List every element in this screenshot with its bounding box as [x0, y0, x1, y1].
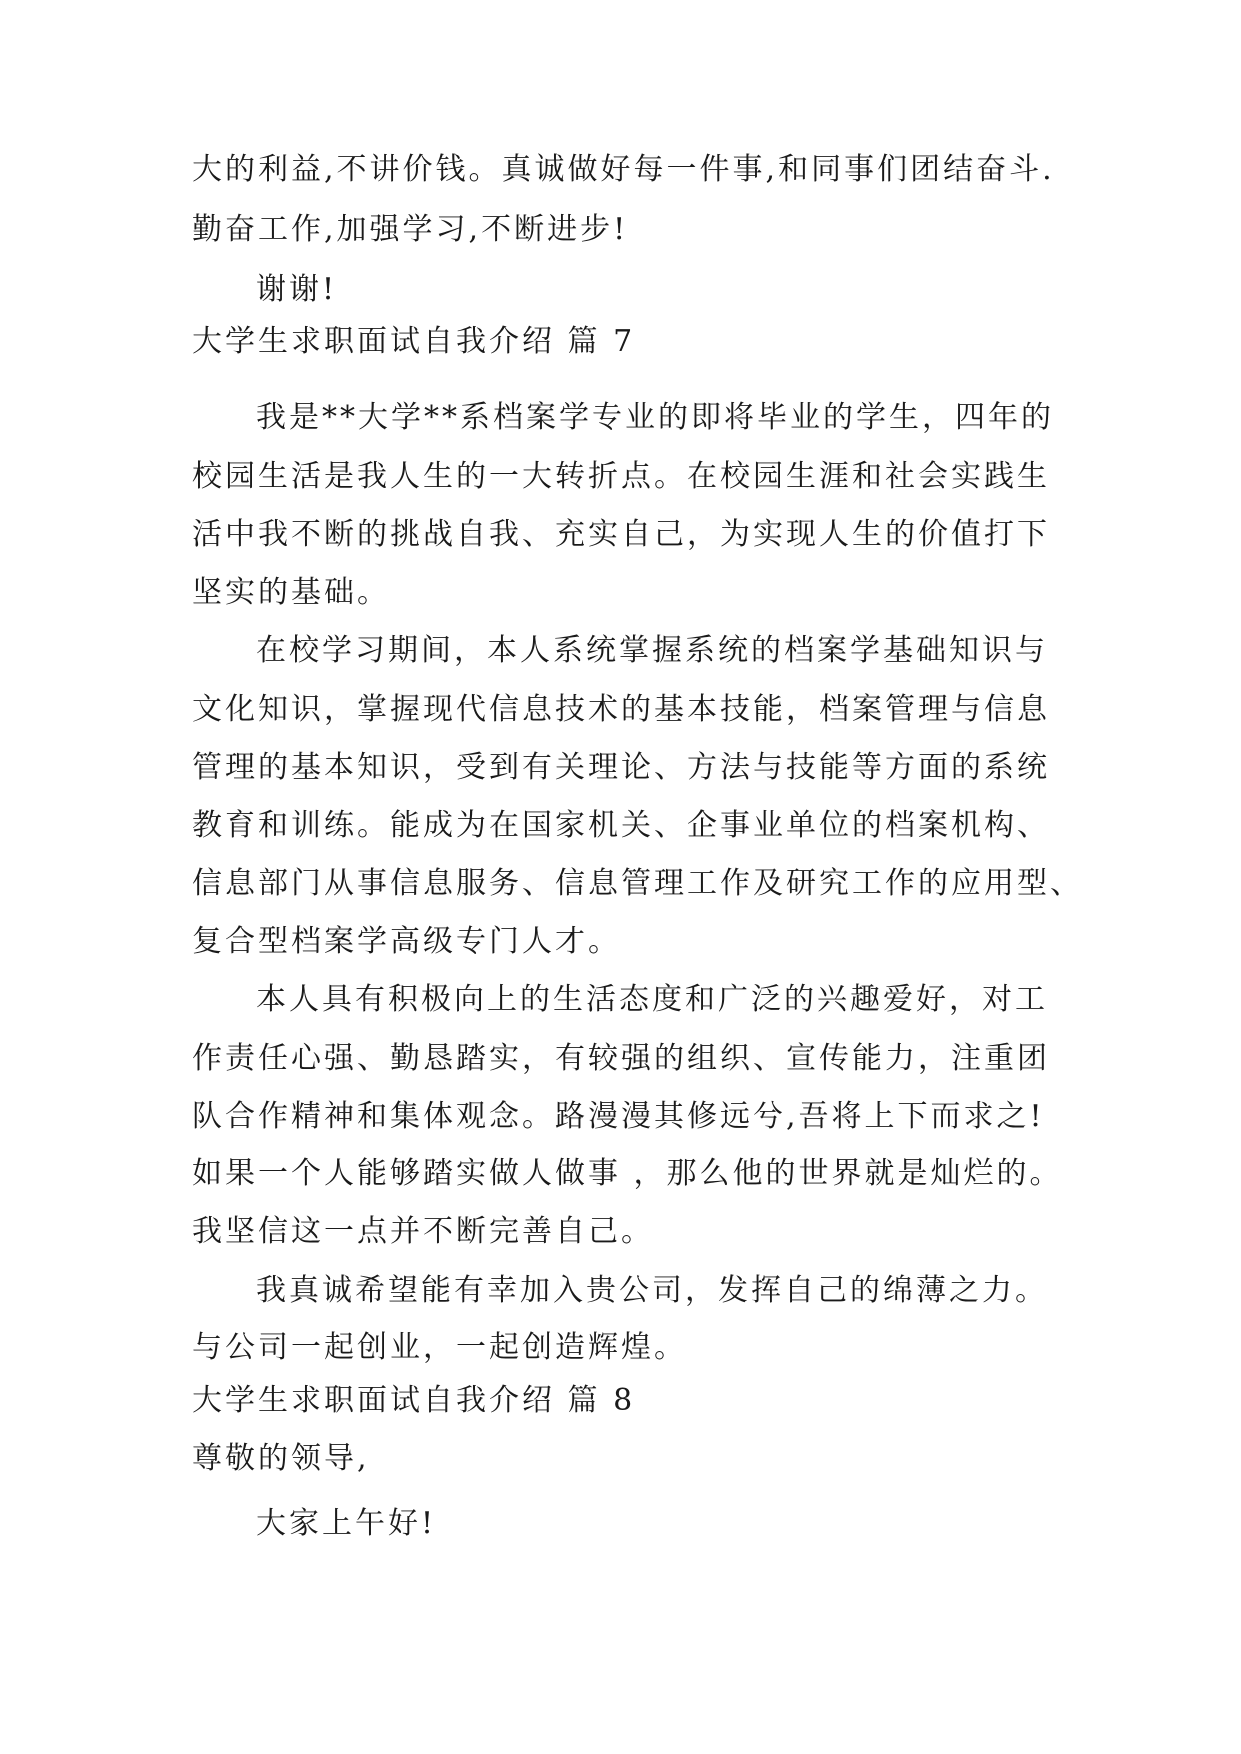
text-line: 大家上午好!	[256, 1506, 437, 1541]
text-line: 信息部门从事信息服务、信息管理工作及研究工作的应用型、	[192, 866, 1083, 901]
text-line: 本人具有积极向上的生活态度和广泛的兴趣爱好，对工	[256, 982, 1048, 1017]
text-line: 勤奋工作,加强学习,不断进步!	[192, 212, 629, 247]
text-line: 尊敬的领导,	[192, 1441, 370, 1476]
text-line: 如果一个人能够踏实做人做事 ，那么他的世界就是灿烂的。	[192, 1156, 1063, 1191]
text-line: 坚实的基础。	[192, 575, 390, 610]
text-line: 队合作精神和集体观念。路漫漫其修远兮,吾将上下而求之!	[192, 1099, 1045, 1134]
text-line: 教育和训练。能成为在国家机关、企事业单位的档案机构、	[192, 808, 1050, 843]
text-line: 我真诚希望能有幸加入贵公司，发挥自己的绵薄之力。	[256, 1273, 1048, 1308]
text-line: 作责任心强、勤恳踏实，有较强的组织、宣传能力，注重团	[192, 1041, 1050, 1076]
section-heading: 大学生求职面试自我介绍 篇 8	[192, 1383, 636, 1418]
text-line: 管理的基本知识，受到有关理论、方法与技能等方面的系统	[192, 750, 1050, 785]
text-line: 大的利益,不讲价钱。真诚做好每一件事,和同事们团结奋斗.	[192, 152, 1055, 187]
text-line: 文化知识，掌握现代信息技术的基本技能，档案管理与信息	[192, 692, 1050, 727]
text-line: 与公司一起创业，一起创造辉煌。	[192, 1330, 687, 1365]
text-line: 在校学习期间，本人系统掌握系统的档案学基础知识与	[256, 633, 1048, 668]
text-line: 我坚信这一点并不断完善自己。	[192, 1214, 654, 1249]
text-line: 我是**大学**系档案学专业的即将毕业的学生，四年的	[256, 400, 1054, 435]
text-line: 谢谢!	[256, 272, 338, 307]
text-line: 校园生活是我人生的一大转折点。在校园生涯和社会实践生	[192, 459, 1050, 494]
section-heading: 大学生求职面试自我介绍 篇 7	[192, 324, 636, 359]
text-line: 复合型档案学高级专门人才。	[192, 924, 621, 959]
text-line: 活中我不断的挑战自我、充实自己，为实现人生的价值打下	[192, 517, 1050, 552]
